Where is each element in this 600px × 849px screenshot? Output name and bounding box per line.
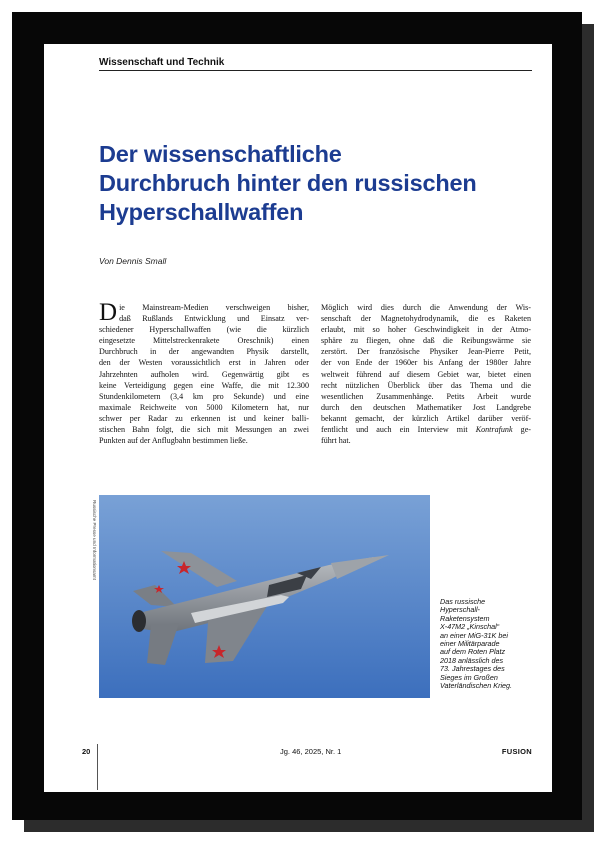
photo-credit xyxy=(90,500,96,620)
page-footer xyxy=(82,747,532,759)
aircraft-photo xyxy=(99,495,430,698)
text-line: wesentlichen Zusammenhänge. Petits Arbeit wurde xyxy=(321,391,531,401)
text-line: eingesetzte Mittelstreckenrakete Oreschnik) einen xyxy=(99,336,309,346)
caption-line: Das russische xyxy=(440,597,486,606)
caption-line: X-47M2 „Kinschal“ xyxy=(440,622,500,632)
text-line: Stundenkilometern (3,4 km pro Sekunde) und eine xyxy=(99,391,309,401)
text-line: sphäre zu fliegen, ohne daß die Reibungswärme sie xyxy=(321,336,531,346)
caption-line: Vaterländischen Krieg. xyxy=(440,681,513,691)
text-column-2 xyxy=(321,302,531,446)
text-line: maximale Reichweite von 5000 Kilometern hat, nur xyxy=(99,402,309,412)
text-line: schwer per Radar zu erkennen ist und keiner balli- xyxy=(99,413,309,423)
italic-title: Kontrafunk xyxy=(475,425,513,435)
text-fragment: ge- xyxy=(512,425,531,435)
text-line: weltweit führend auf diesem Gebiet war, bietet einen xyxy=(321,369,531,379)
text-line: ie Mainstream-Medien verschweigen bisher, xyxy=(119,303,309,312)
text-line: Punkten auf der Anflugbahn bestimmen ließe. xyxy=(99,436,248,446)
magazine-brand: FUSION xyxy=(501,747,532,756)
caption-line: Sieges im Großen xyxy=(440,672,498,682)
text-line: zerstört. Der französische Physiker Jean-Pierre Petit, xyxy=(321,347,531,357)
engine-nozzle xyxy=(132,610,146,632)
page-number: 20 xyxy=(82,747,91,756)
text-column-1 xyxy=(99,299,309,446)
photo-caption xyxy=(440,598,532,690)
text-line: den der Westen voraussichtlich erst in Jahren oder xyxy=(99,358,309,368)
text-line: schiedener Hyperschallwaffen (wie die kürzlich xyxy=(99,325,309,335)
mig31-photo-illustration xyxy=(99,495,430,698)
text-line: durch den deutschen Mathematiker Jost Landgrebe xyxy=(321,402,531,412)
article-title xyxy=(99,140,529,227)
title-line: Durchbruch hinter den russischen xyxy=(99,170,477,196)
caption-line: 73. Jahrestages des xyxy=(440,664,505,674)
text-line: senschaft der Magnetohydrodynamik, die es Raketen xyxy=(321,314,531,324)
text-line: bekannt gemacht, der kürzlich Artikel darüber veröf- xyxy=(321,413,531,423)
magazine-page xyxy=(44,44,552,792)
issue-info: Jg. 46, 2025, Nr. 1 xyxy=(280,747,342,756)
title-line: Hyperschallwaffen xyxy=(99,199,304,225)
caption-line: Hyperschall- xyxy=(440,605,480,615)
caption-line: einer Militärparade xyxy=(440,639,500,649)
text-line: erlaubt, mit so hoher Geschwindigkeit in der Atmo- xyxy=(321,325,531,335)
text-line: führt hat. xyxy=(321,436,351,446)
caption-line: 2018 anlässlich des xyxy=(440,655,504,665)
text-line: keine Verteidigung gegen eine Waffe, die mit 12.300 xyxy=(99,380,309,390)
text-line: Jahrzehnten aufholen wird. Gegenwärtig gibt es xyxy=(99,369,309,379)
title-line: Der wissenschaftliche xyxy=(99,141,342,167)
text-line xyxy=(321,424,531,435)
text-line: stischen Bahn folgt, die sich mit Messungen an zwei xyxy=(99,425,309,435)
author-byline: Von Dennis Small xyxy=(99,256,167,266)
text-line: Durchbruch in der angewandten Physik darstellt, xyxy=(99,347,309,357)
caption-line: an einer MiG-31K bei xyxy=(440,630,508,640)
drop-cap: D xyxy=(99,299,118,326)
text-line: der von Ende der 1960er bis Anfang der 1980er Jahre xyxy=(321,358,531,368)
photo-credit-text: Russische Presse und Informationsamt xyxy=(92,500,97,580)
text-line: recht nützlichen Überblick über das Thema und die xyxy=(321,380,531,390)
section-header: Wissenschaft und Technik xyxy=(99,57,532,71)
text-line: Möglich wird dies durch die Anwendung der Wis- xyxy=(321,303,531,312)
text-fragment: fentlicht und auch ein Interview mit xyxy=(321,425,468,435)
text-line: daß Rußlands Entwicklung und Einsatz ver- xyxy=(119,314,309,324)
caption-line: auf dem Roten Platz xyxy=(440,647,506,657)
caption-line: Raketensystem xyxy=(440,613,490,623)
